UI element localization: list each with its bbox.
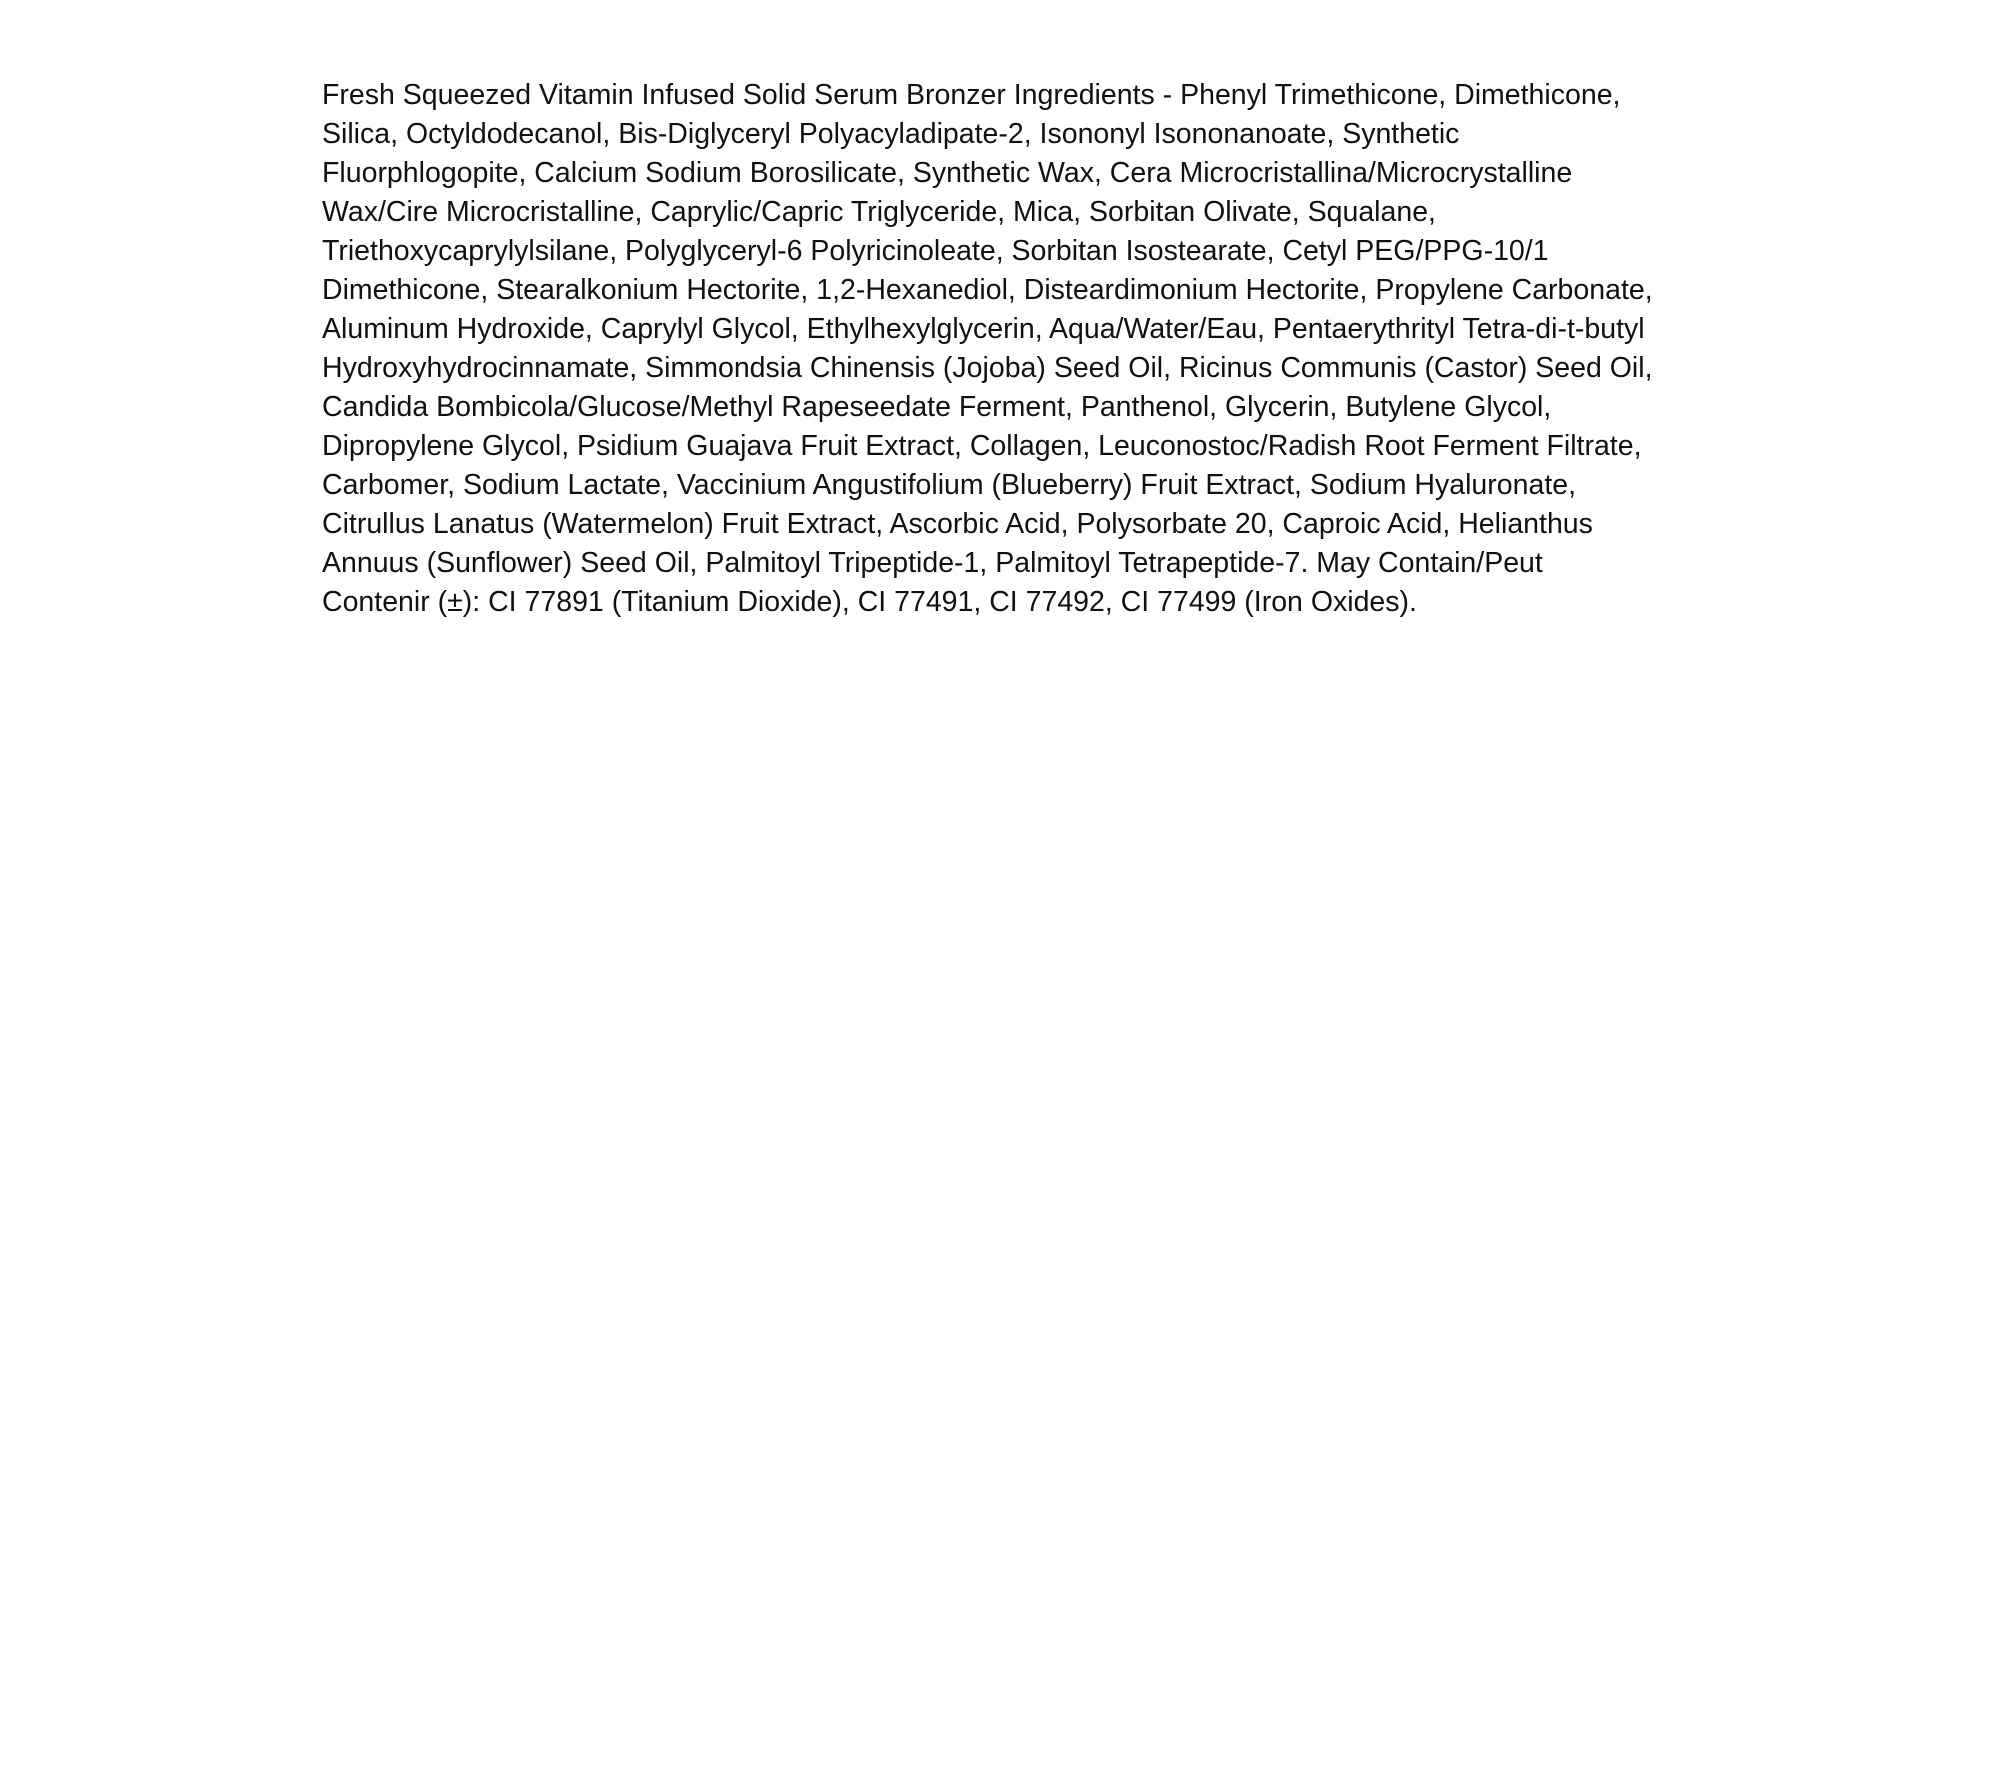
ingredients-line: Candida Bombicola/Glucose/Methyl Rapeseedate Ferment, Panthenol, Glycerin, Butylene Glycol,: [322, 391, 1552, 423]
ingredients-line: Silica, Octyldodecanol, Bis-Diglyceryl Polyacyladipate-2, Isononyl Isononanoate, Synthetic: [322, 118, 1460, 150]
ingredients-line: Triethoxycaprylylsilane, Polyglyceryl-6 Polyricinoleate, Sorbitan Isostearate, Cetyl PEG/PPG-10/1: [322, 235, 1549, 267]
ingredients-line: Wax/Cire Microcristalline, Caprylic/Capric Triglyceride, Mica, Sorbitan Olivate, Squalane,: [322, 196, 1436, 228]
ingredients-line: Citrullus Lanatus (Watermelon) Fruit Extract, Ascorbic Acid, Polysorbate 20, Caproic Acid, Helianthus: [322, 508, 1593, 540]
ingredients-line: Aluminum Hydroxide, Caprylyl Glycol, Ethylhexylglycerin, Aqua/Water/Eau, Pentaerythrityl Tetra-di-t-butyl: [322, 313, 1645, 345]
ingredients-line: Annuus (Sunflower) Seed Oil, Palmitoyl Tripeptide-1, Palmitoyl Tetrapeptide-7. May Contain/Peut: [322, 547, 1543, 579]
ingredients-line: Hydroxyhydrocinnamate, Simmondsia Chinensis (Jojoba) Seed Oil, Ricinus Communis (Castor) Seed Oil,: [322, 352, 1653, 384]
ingredients-line: Dimethicone, Stearalkonium Hectorite, 1,2-Hexanediol, Disteardimonium Hectorite, Propylene Carbonate,: [322, 274, 1653, 306]
ingredients-paragraph: [322, 76, 1714, 622]
ingredients-line: Fluorphlogopite, Calcium Sodium Borosilicate, Synthetic Wax, Cera Microcristallina/Microcrystalline: [322, 157, 1573, 189]
ingredients-line: Carbomer, Sodium Lactate, Vaccinium Angustifolium (Blueberry) Fruit Extract, Sodium Hyaluronate,: [322, 469, 1576, 501]
ingredients-line: Contenir (±): CI 77891 (Titanium Dioxide), CI 77491, CI 77492, CI 77499 (Iron Oxides).: [322, 586, 1417, 618]
ingredients-line: Fresh Squeezed Vitamin Infused Solid Serum Bronzer Ingredients - Phenyl Trimethicone, Dimethicone,: [322, 79, 1621, 111]
ingredients-line: Dipropylene Glycol, Psidium Guajava Fruit Extract, Collagen, Leuconostoc/Radish Root Ferment Filtrate,: [322, 430, 1642, 462]
